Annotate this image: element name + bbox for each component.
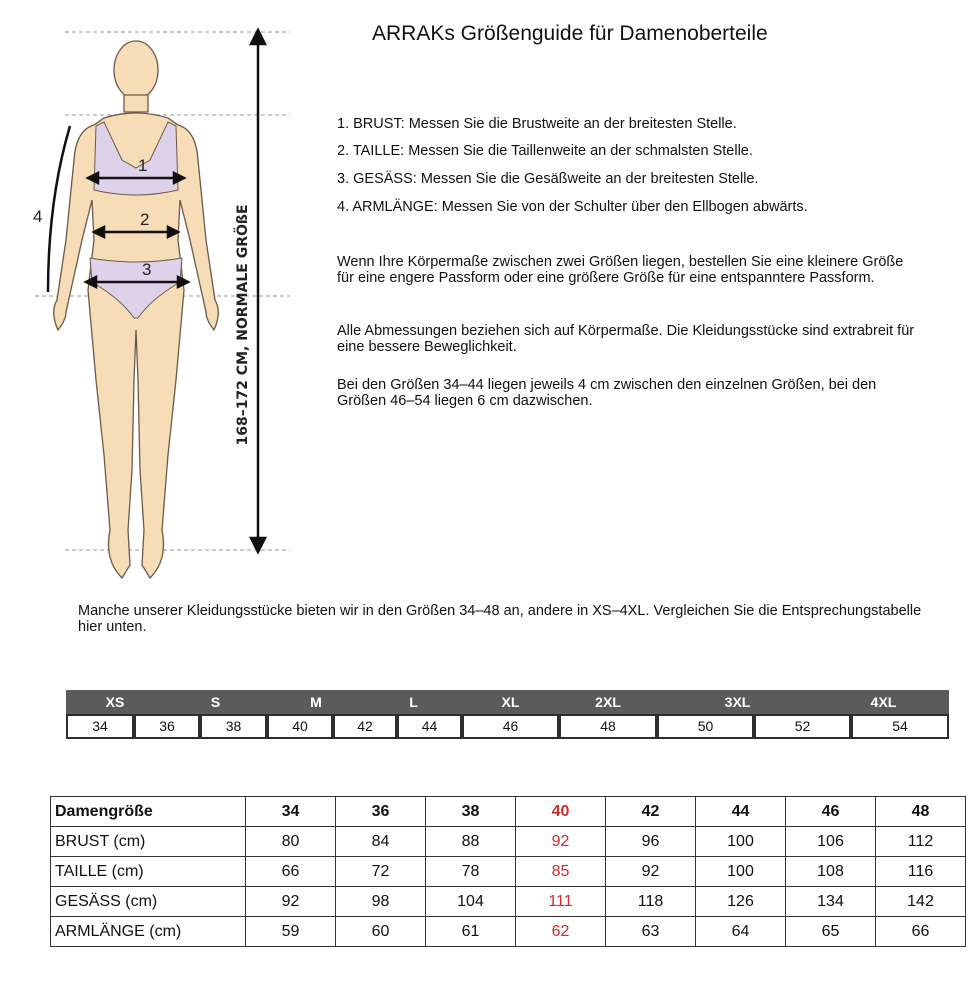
- number-size-34: 34: [66, 714, 134, 739]
- step-chest: 1. BRUST: Messen Sie die Brustweite an der breitesten Stelle.: [337, 116, 737, 132]
- table-header-cell: 44: [696, 797, 786, 827]
- table-cell: 72: [336, 857, 426, 887]
- table-cell: 88: [426, 827, 516, 857]
- table-cell: ARMLÄNGE (cm): [51, 917, 246, 947]
- table-header-cell: 38: [426, 797, 516, 827]
- table-row: [51, 917, 966, 947]
- note-between-sizes: Wenn Ihre Körpermaße zwischen zwei Größen liegen, bestellen Sie eine kleinere Größe für eine engere Passform oder eine größere Größe für eine entspanntere Passform.: [337, 254, 904, 286]
- letter-size-xl: XL: [462, 690, 559, 714]
- table-header-cell: Damengröße: [51, 797, 246, 827]
- table-cell: 63: [606, 917, 696, 947]
- table-cell: 116: [876, 857, 966, 887]
- table-cell: 85: [516, 857, 606, 887]
- table-cell: 100: [696, 827, 786, 857]
- table-cell: 61: [426, 917, 516, 947]
- table-cell: 100: [696, 857, 786, 887]
- step-arm-length: 4. ARMLÄNGE: Messen Sie von der Schulter über den Ellbogen abwärts.: [337, 199, 808, 215]
- table-header-cell: 46: [786, 797, 876, 827]
- table-cell: 111: [516, 887, 606, 917]
- number-size-54: 54: [851, 714, 949, 739]
- marker-3: 3: [142, 260, 152, 279]
- table-cell: 96: [606, 827, 696, 857]
- letter-size-4xl: 4XL: [818, 690, 949, 714]
- table-cell: 112: [876, 827, 966, 857]
- table-cell: 66: [876, 917, 966, 947]
- body-figure-illustration: [0, 0, 330, 590]
- table-cell: 118: [606, 887, 696, 917]
- table-cell: TAILLE (cm): [51, 857, 246, 887]
- step-hips: 3. GESÄSS: Messen Sie die Gesäßweite an der breitesten Stelle.: [337, 171, 759, 187]
- number-size-42: 42: [333, 714, 397, 739]
- marker-4: 4: [33, 207, 43, 226]
- table-header-cell: 42: [606, 797, 696, 827]
- letter-size-3xl: 3XL: [657, 690, 818, 714]
- table-cell: 108: [786, 857, 876, 887]
- note-body-measurements: Alle Abmessungen beziehen sich auf Körpermaße. Die Kleidungsstücke sind extrabreit für eine bessere Beweglichkeit.: [337, 323, 915, 355]
- table-cell: 80: [246, 827, 336, 857]
- table-row: [51, 827, 966, 857]
- table-header-cell: 40: [516, 797, 606, 827]
- number-size-38: 38: [200, 714, 267, 739]
- letter-size-l: L: [365, 690, 462, 714]
- size-conversion-bar: [66, 690, 949, 742]
- table-cell: 92: [606, 857, 696, 887]
- table-cell: BRUST (cm): [51, 827, 246, 857]
- letter-size-2xl: 2XL: [559, 690, 657, 714]
- note-size-steps: Bei den Größen 34–44 liegen jeweils 4 cm zwischen den einzelnen Größen, bei den Größen 46–54 liegen 6 cm dazwischen.: [337, 377, 877, 409]
- table-cell: 84: [336, 827, 426, 857]
- marker-1: 1: [138, 156, 148, 175]
- number-size-36: 36: [134, 714, 200, 739]
- letter-size-s: S: [164, 690, 267, 714]
- number-size-40: 40: [267, 714, 333, 739]
- table-cell: 64: [696, 917, 786, 947]
- letter-size-xs: XS: [66, 690, 164, 714]
- table-row: [51, 857, 966, 887]
- size-range-intro: Manche unserer Kleidungsstücke bieten wir in den Größen 34–48 an, andere in XS–4XL. Vergleichen Sie die Entsprechungstabelle hier unten.: [78, 603, 922, 635]
- table-cell: 134: [786, 887, 876, 917]
- table-cell: 59: [246, 917, 336, 947]
- table-cell: 66: [246, 857, 336, 887]
- table-header-cell: 34: [246, 797, 336, 827]
- table-cell: GESÄSS (cm): [51, 887, 246, 917]
- step-waist: 2. TAILLE: Messen Sie die Taillenweite an der schmalsten Stelle.: [337, 143, 753, 159]
- table-cell: 92: [246, 887, 336, 917]
- number-size-48: 48: [559, 714, 657, 739]
- table-cell: 60: [336, 917, 426, 947]
- table-header-row: [51, 797, 966, 827]
- table-cell: 62: [516, 917, 606, 947]
- table-cell: 92: [516, 827, 606, 857]
- page-title: ARRAKs Größenguide für Damenoberteile: [372, 22, 768, 45]
- number-size-46: 46: [462, 714, 559, 739]
- measurements-table: [50, 796, 966, 947]
- letter-size-m: M: [267, 690, 365, 714]
- table-cell: 104: [426, 887, 516, 917]
- table-cell: 126: [696, 887, 786, 917]
- marker-2: 2: [140, 210, 150, 229]
- table-cell: 65: [786, 917, 876, 947]
- number-size-50: 50: [657, 714, 754, 739]
- table-cell: 98: [336, 887, 426, 917]
- number-size-44: 44: [397, 714, 462, 739]
- table-cell: 78: [426, 857, 516, 887]
- table-header-cell: 36: [336, 797, 426, 827]
- table-cell: 142: [876, 887, 966, 917]
- height-label: 168–172 CM, NORMALE GRÖßE: [235, 204, 251, 446]
- table-cell: 106: [786, 827, 876, 857]
- table-row: [51, 887, 966, 917]
- number-size-52: 52: [754, 714, 851, 739]
- table-header-cell: 48: [876, 797, 966, 827]
